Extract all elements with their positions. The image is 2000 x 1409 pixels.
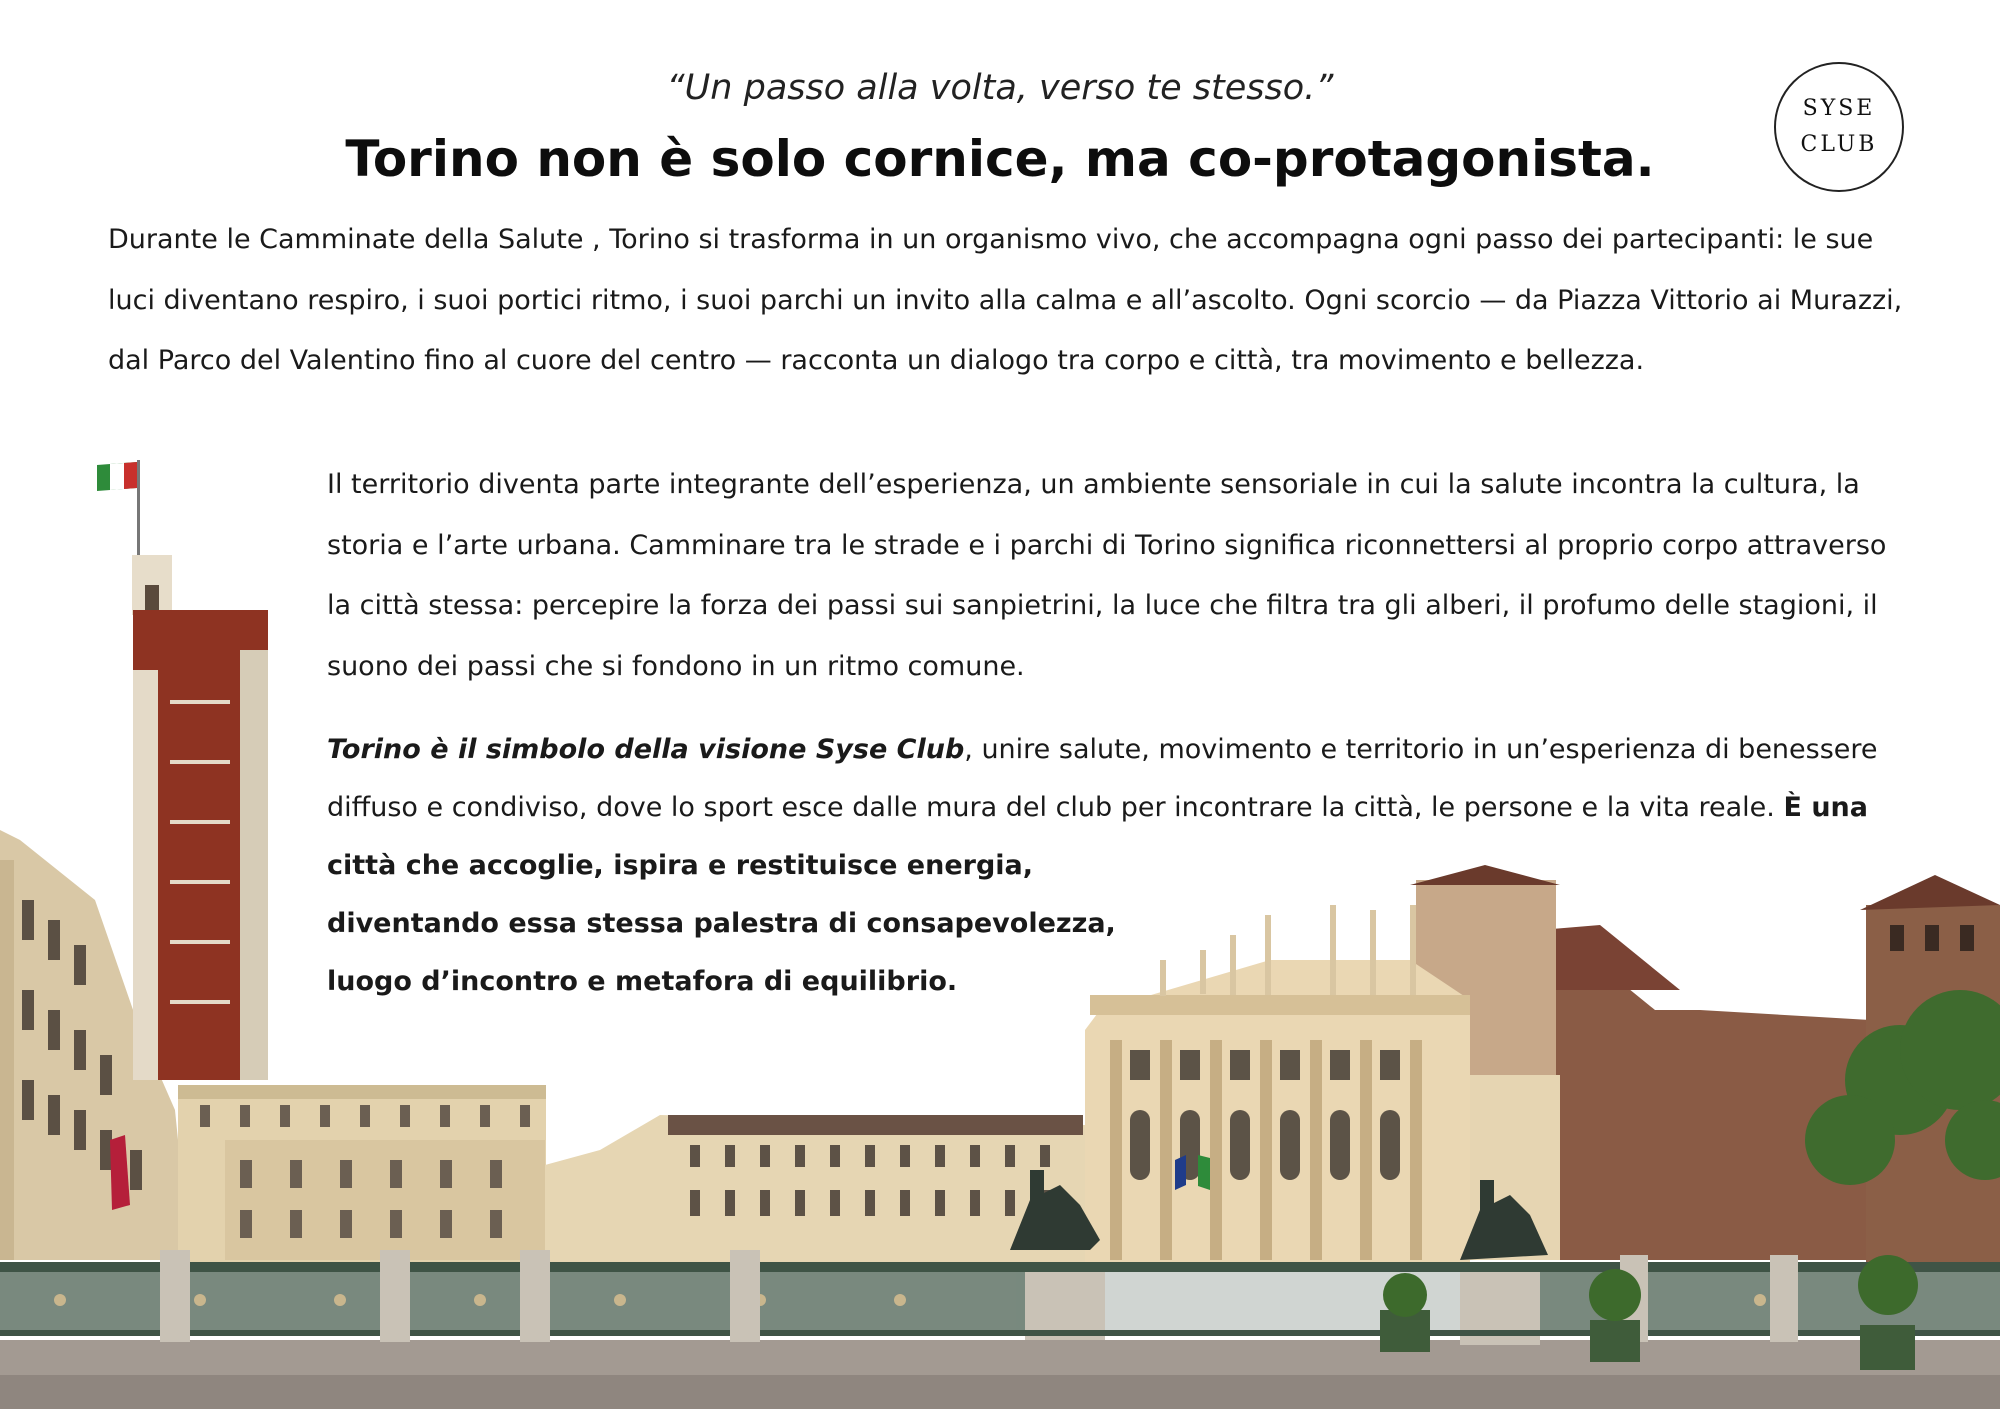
logo-line-2: CLUB (1800, 132, 1878, 157)
statue-pedestal (1025, 1265, 1105, 1340)
vision-emphasis-3: luogo d’incontro e metafora di equilibrio. (327, 966, 958, 997)
syse-club-logo (1774, 62, 1904, 192)
tagline-quote: “Un passo alla volta, verso te stesso.” (666, 68, 1334, 108)
vision-paragraph (327, 721, 1912, 1011)
vision-emphasis-2: diventando essa stessa palestra di consapevolezza, (327, 908, 1116, 939)
vision-lead: Torino è il simbolo della visione Syse Club (327, 734, 965, 765)
vision-body: , unire salute, movimento e territorio in un’esperienza di benessere diffuso e condiviso, dove lo sport esce dalle mura del club per incontrare la città, le persone e la vita reale. (327, 734, 1878, 823)
logo-line-1: SYSE (1802, 96, 1876, 121)
vision-emphasis-1: È una città che accoglie, ispira e restituisce energia, (327, 792, 1868, 881)
iron-fence (0, 1250, 2000, 1342)
intro-paragraph: Durante le Camminate della Salute , Torino si trasforma in un organismo vivo, che accompagna ogni passo dei partecipanti: le sue luci diventano respiro, i suoi portici ritmo, i suoi parchi un invito alla calma e all’ascolto. Ogni scorcio — da Piazza Vittorio ai Murazzi, dal Parco del Valentino fino al cuore del centro — racconta un dialogo tra corpo e città, tra movimento e bellezza. (108, 224, 1903, 376)
page-headline: Torino non è solo cornice, ma co-protagonista. (345, 130, 1655, 188)
territory-paragraph: Il territorio diventa parte integrante dell’esperienza, un ambiente sensoriale in cui la salute incontra la cultura, la storia e l’arte urbana. Camminare tra le strade e i parchi di Torino significa riconnettersi al proprio corpo attraverso la città stessa: percepire la forza dei passi sui sanpietrini, la luce che filtra tra gli alberi, il profumo delle stagioni, il suono dei passi che si fondono in un ritmo comune. (327, 469, 1887, 682)
hotel-building (178, 1085, 546, 1265)
centre-building (545, 1115, 1085, 1265)
